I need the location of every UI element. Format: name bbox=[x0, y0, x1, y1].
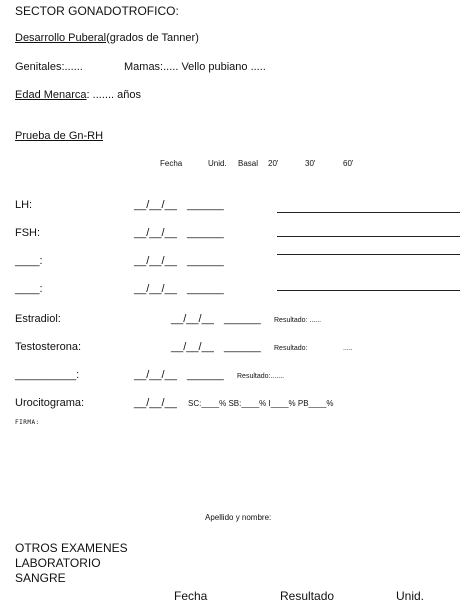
edad-menarca-field bbox=[15, 90, 141, 101]
col-unid: Unid. bbox=[208, 159, 227, 168]
row-fsh-result-line-2 bbox=[277, 254, 460, 255]
row-lh-date: __/__/__ bbox=[134, 199, 177, 211]
row-lh-unit: ______ bbox=[187, 199, 224, 211]
row-fsh-date: __/__/__ bbox=[134, 227, 177, 239]
row-blank2-result-line bbox=[277, 290, 460, 291]
testosterona-result: Resultado: bbox=[274, 345, 308, 352]
section-title: SECTOR GONADOTROFICO: bbox=[15, 4, 179, 18]
firma-label: FIRMA: bbox=[15, 419, 40, 426]
urocitograma-date: __/__/__ bbox=[134, 397, 177, 409]
row-lh-label: LH: bbox=[15, 199, 33, 211]
otros-examenes: OTROS EXAMENES bbox=[15, 541, 128, 555]
row-blank1-date: __/__/__ bbox=[134, 255, 177, 267]
blank-result-result: Resultado:....... bbox=[237, 373, 285, 380]
col-20: 20' bbox=[268, 159, 279, 168]
estradiol-unit: ______ bbox=[224, 313, 261, 325]
row-fsh-unit: ______ bbox=[187, 227, 224, 239]
genitales-field: Genitales:...... bbox=[15, 61, 83, 73]
sangre: SANGRE bbox=[15, 571, 66, 585]
edad-menarca-underlined: Edad Menarca bbox=[15, 89, 87, 101]
edad-menarca-rest: : ....... años bbox=[86, 89, 141, 101]
desarrollo-puberal-underlined: Desarrollo Puberal bbox=[15, 32, 107, 44]
testosterona-result-extra: ..... bbox=[343, 345, 353, 352]
blank-result-date: __/__/__ bbox=[134, 369, 177, 381]
apellido-label: Apellido y nombre: bbox=[205, 513, 272, 522]
col-basal: Basal bbox=[238, 159, 259, 168]
estradiol-date: __/__/__ bbox=[171, 313, 214, 325]
row-blank1-label: ____: bbox=[15, 255, 43, 267]
bottom-col-fecha: Fecha bbox=[174, 589, 208, 603]
testosterona-label: Testosterona: bbox=[15, 341, 82, 353]
row-fsh-result-line bbox=[277, 236, 460, 237]
laboratorio: LABORATORIO bbox=[15, 556, 101, 570]
estradiol-label: Estradiol: bbox=[15, 313, 61, 325]
desarrollo-puberal-label bbox=[15, 33, 199, 44]
mamas-vello-field: Mamas:..... Vello pubiano ..... bbox=[124, 61, 266, 73]
col-60: 60' bbox=[343, 159, 354, 168]
blank-result-unit: ______ bbox=[187, 369, 224, 381]
bottom-col-resultado: Resultado bbox=[280, 589, 335, 603]
bottom-col-unid: Unid. bbox=[396, 589, 425, 603]
row-blank2-unit: ______ bbox=[187, 283, 224, 295]
estradiol-result: Resultado: ...... bbox=[274, 317, 322, 324]
desarrollo-puberal-rest: (grados de Tanner) bbox=[106, 32, 199, 44]
testosterona-date: __/__/__ bbox=[171, 341, 214, 353]
row-lh-result-line bbox=[277, 212, 460, 213]
testosterona-unit: ______ bbox=[224, 341, 261, 353]
row-blank1-unit: ______ bbox=[187, 255, 224, 267]
row-fsh-label: FSH: bbox=[15, 227, 41, 239]
urocitograma-fields: SC:____% SB:____% I____% PB____% bbox=[188, 399, 334, 408]
blank-result-label: __________: bbox=[15, 369, 80, 381]
row-blank2-label: ____: bbox=[15, 283, 43, 295]
col-30: 30' bbox=[305, 159, 316, 168]
row-blank2-date: __/__/__ bbox=[134, 283, 177, 295]
col-fecha: Fecha bbox=[160, 159, 183, 168]
prueba-title: Prueba de Gn-RH bbox=[15, 130, 104, 142]
urocitograma-label: Urocitograma: bbox=[15, 397, 85, 409]
